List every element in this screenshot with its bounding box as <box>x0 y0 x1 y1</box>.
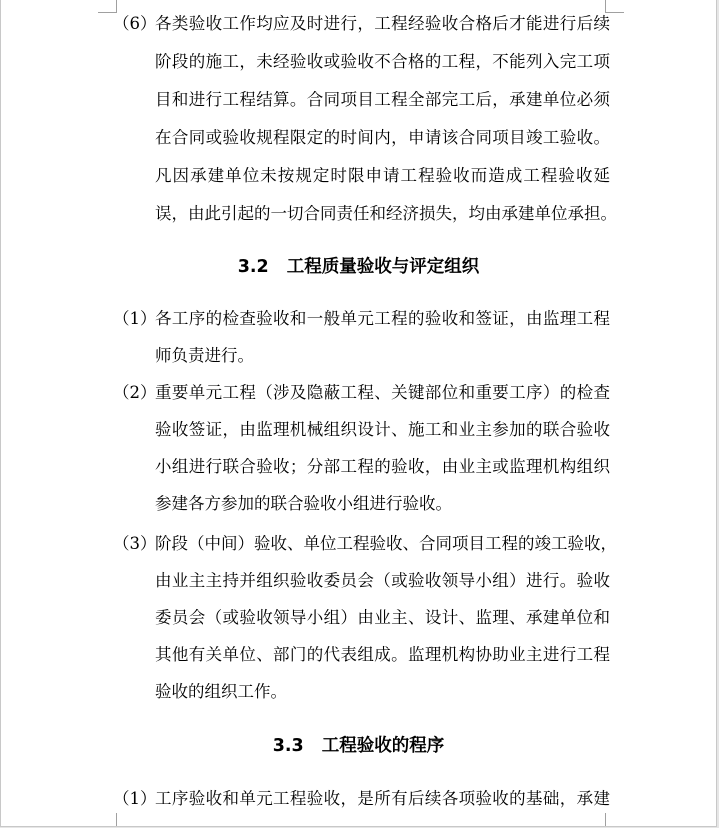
section-number: 3.2 <box>237 257 269 277</box>
paragraph-line: 验收签证，由监理机械组织设计、施工和业主参加的联合验收 <box>155 420 610 439</box>
section-title: 工程验收的程序 <box>321 736 445 756</box>
paragraph-line: 各工序的检查验收和一般单元工程的验收和签证，由监理工程 <box>155 309 610 328</box>
paragraph-line: 小组进行联合验收；分部工程的验收，由业主或监理机构组织 <box>155 457 610 476</box>
section-heading-3-2 <box>1 249 716 285</box>
section-title: 工程质量验收与评定组织 <box>286 257 480 277</box>
paragraph-line: 在合同或验收规程限定的时间内，申请该合同项目竣工验收。 <box>155 128 610 147</box>
section-number: 3.3 <box>272 736 304 756</box>
paragraph-line: 工序验收和单元工程验收，是所有后续各项验收的基础，承建 <box>155 789 610 808</box>
paragraph-line: 验收的组织工作。 <box>155 682 287 701</box>
paragraph-line: 重要单元工程（涉及隐蔽工程、关键部位和重要工序）的检查 <box>155 383 610 402</box>
section-heading-3-3 <box>1 728 716 764</box>
paragraph-number: （1） <box>113 309 157 328</box>
paragraph-line: 凡因承建单位未按规定时限申请工程验收而造成工程验收延 <box>155 166 610 185</box>
paragraph-number: （2） <box>113 383 157 402</box>
paragraph-line: 目和进行工程结算。合同项目工程全部完工后，承建单位必须 <box>155 90 610 109</box>
paragraph-number: （1） <box>113 789 157 808</box>
paragraph-number: （6） <box>113 14 157 33</box>
paragraph-line: 阶段（中间）验收、单位工程验收、合同项目工程的竣工验收， <box>155 534 617 553</box>
paragraph-line: 误，由此引起的一切合同责任和经济损失，均由承建单位承担。 <box>155 204 617 223</box>
paragraph-line: 参建各方参加的联合验收小组进行验收。 <box>155 494 452 513</box>
paragraph-line: 各类验收工作均应及时进行，工程经验收合格后才能进行后续 <box>155 14 610 33</box>
paragraph-line: 由业主主持并组织验收委员会（或验收领导小组）进行。验收 <box>155 571 610 590</box>
paragraph-number: （3） <box>113 534 157 553</box>
paragraph-line: 阶段的施工，未经验收或验收不合格的工程，不能列入完工项 <box>155 52 610 71</box>
paragraph-line: 师负责进行。 <box>155 346 254 365</box>
paragraph-line: 其他有关单位、部门的代表组成。监理机构协助业主进行工程 <box>155 645 610 664</box>
paragraph-line: 委员会（或验收领导小组）由业主、设计、监理、承建单位和 <box>155 608 610 627</box>
